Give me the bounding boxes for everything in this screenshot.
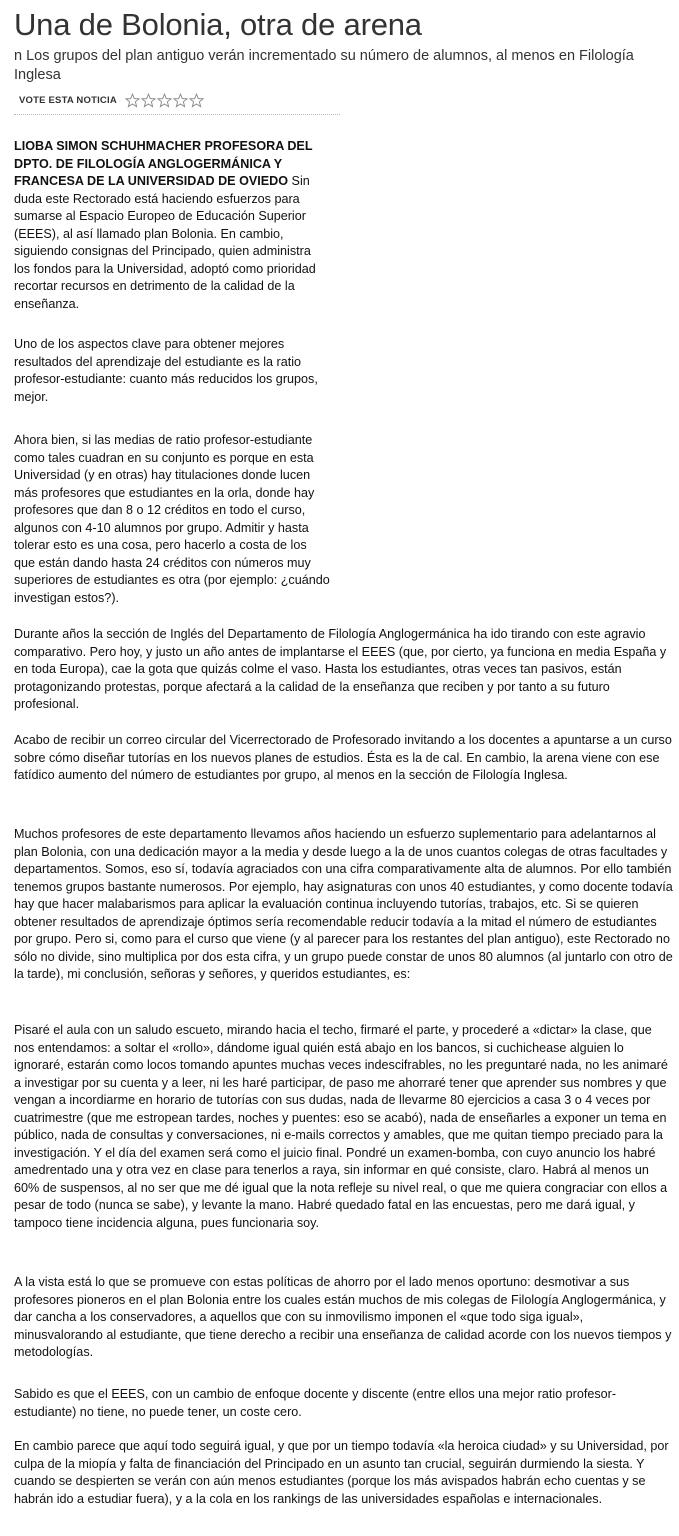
star-icon[interactable]: [141, 93, 156, 108]
paragraph-3: Ahora bien, si las medias de ratio profesor-estudiante como tales cuadran en su conjunto es porque en esta Universidad (y en otras) hay titulaciones donde lucen más profesores que estudiantes en la orla, donde hay profesores que dan 8 o 12 créditos en todo el curso, algunos con 4-10 alumnos por grupo. Admitir y hasta tolerar esto es una cosa, pero hacerlo a costa de los que están dando hasta 24 créditos con números muy superiores de estudiantes es otra (por ejemplo: ¿cuándo investigan estos?).: [14, 433, 330, 605]
paragraph-8: A la vista está lo que se promueve con estas políticas de ahorro por el lado menos oportuno: desmotivar a sus profesores pioneros en el plan Bolonia entre los cuales están muchos de mis colegas de Filología Anglogermánica, y dar cancha a los conservadores, a aquellos que con su inmovilismo imponen el «que todo siga igual», minusvalorando al estudiante, que tiene derecho a recibir una enseñanza de calidad acorde con los nuevos tiempos y metodologías.: [14, 1275, 672, 1359]
paragraph-7: Pisaré el aula con un saludo escueto, mirando hacia el techo, firmaré el parte, y procederé a «dictar» la clase, que nos entendamos: a soltar el «rollo», dándome igual quién está abajo en los bancos, si cuchichease alguien lo ignoraré, estarán como locos tomando apuntes muchas veces indescifrables, no les preguntaré nada, no les animaré a investigar por su cuenta y a leer, ni les haré participar, de paso me ahorraré tener que aprender sus nombres y que vengan a incordiarme en horario de tutorías con sus dudas, nada de llevarme 80 ejercicios a casa 3 o 4 veces por cuatrimestre (que me estropean tardes, noches y puentes: eso se acabó), nada de enseñarles a exponer un tema en público, nada de consultas y conversaciones, ni e-mails correctos y amables, que me quitan tiempo preciado para la investigación. Y el día del examen será como el juicio final. Pondré un examen-bomba, con cuyo anuncio los habré amedrentado una y otra vez en clase para tenerlos a raya, sin informar en qué consiste, claro. Habrá al menos un 60% de suspensos, al no ser que me dé igual que la nota refleje su nivel real, o que me quiera congraciar con ellos a pesar de todo (nunca se sabe), y levante la mano. Habré quedado fatal en las encuestas, pero me dará igual, y tampoco tiene incidencia alguna, pues funcionaria soy.: [14, 1023, 668, 1230]
paragraph-2: Uno de los aspectos clave para obtener mejores resultados del aprendizaje del estudiante es la ratio profesor-estudiante: cuanto más reducidos los grupos, mejor.: [14, 337, 318, 404]
byline: LIOBA SIMON SCHUHMACHER PROFESORA DEL DPTO. DE FILOLOGÍA ANGLOGERMÁNICA Y FRANCESA DE LA UNIVERSIDAD DE OVIEDO: [14, 139, 313, 188]
paragraph-1: [14, 138, 330, 313]
star-icon[interactable]: [173, 93, 188, 108]
paragraph-1-text: Sin duda este Rectorado está haciendo esfuerzos para sumarse al Espacio Europeo de Educación Superior (EEES), al así llamado plan Bolonia. En cambio, siguiendo consignas del Principado, quien administra los fondos para la Universidad, adoptó como prioridad recortar recursos en detrimento de la calidad de la enseñanza.: [14, 174, 316, 311]
paragraph-4: Durante años la sección de Inglés del Departamento de Filología Anglogermánica ha ido tirando con este agravio comparativo. Pero hoy, y justo un año antes de implantarse el EEES (que, por cierto, ya funciona en media España y en toda Europa), cae la gota que quizás colme el vaso. Hasta los estudiantes, otras veces tan pasivos, están protagonizando protestas, porque afectará a la calidad de la enseñanza que reciben y por tanto a su futuro profesional.: [14, 627, 667, 711]
divider: [14, 114, 340, 115]
article-title: Una de Bolonia, otra de arena: [14, 7, 422, 42]
paragraph-10: En cambio parece que aquí todo seguirá igual, y que por un tiempo todavía «la heroica ciudad» y su Universidad, por culpa de la miopía y falta de financiación del Principado en un asunto tan crucial, seguirán durmiendo la siesta. Y cuando se despierten se verán con aún menos estudiantes (porque los más avispados habrán echo cuentas y se habrán ido a estudiar fuera), y a la cola en los rankings de las universidades españolas e internacionales.: [14, 1439, 669, 1506]
paragraph-9: Sabido es que el EEES, con un cambio de enfoque docente y discente (entre ellos una mejor ratio profesor-estudiante) no tiene, no puede tener, un coste cero.: [14, 1387, 617, 1419]
paragraph-6: Muchos profesores de este departamento llevamos años haciendo un esfuerzo suplementario para adelantarnos al plan Bolonia, con una dedicación mayor a la media y desde luego a la de unos cuantos colegas de otras facultades y departamentos. Somos, eso sí, todavía agraciados con una cifra comparativamente alta de alumnos. Por ello también tenemos grupos bastante numerosos. Por ejemplo, hay asignaturas con unos 40 estudiantes, y como docente todavía hay que hacer malabarismos para aplicar la evaluación continua incluyendo tutorías, trabajos, etc. Si se quieren obtener resultados de aprendizaje óptimos sería recomendable reducir todavía a la mitad el número de estudiantes por grupo. Pero si, como para el curso que viene (y al parecer para los restantes del plan antiguo), este Rectorado no sólo no divide, sino multiplica por dos esta cifra, y un grupo puede constar de unos 80 alumnos (al juntarlo con otro de la tarde), mi conclusión, señoras y señores, y queridos estudiantes, es:: [14, 827, 673, 981]
rating-stars: [125, 93, 204, 108]
star-icon[interactable]: [125, 93, 140, 108]
paragraph-5: Acabo de recibir un correo circular del Vicerrectorado de Profesorado invitando a los docentes a apuntarse a un curso sobre cómo diseñar tutorías en los nuevos planes de estudios. Ésta es la de cal. En cambio, la arena viene con ese fatídico aumento del número de estudiantes por grupo, al menos en la sección de Filología Inglesa.: [14, 733, 672, 782]
vote-widget: [19, 90, 204, 110]
star-icon[interactable]: [157, 93, 172, 108]
vote-label: VOTE ESTA NOTICIA: [19, 94, 117, 106]
star-icon[interactable]: [189, 93, 204, 108]
article-subtitle: n Los grupos del plan antiguo verán incrementado su número de alumnos, al menos en Filología Inglesa: [14, 48, 634, 83]
